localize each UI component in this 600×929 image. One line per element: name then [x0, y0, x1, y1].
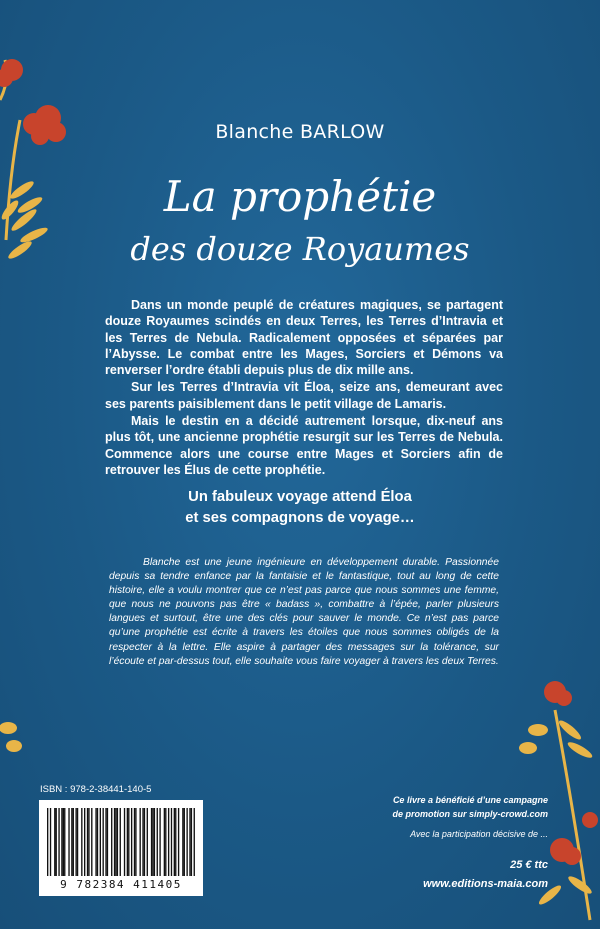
synopsis — [105, 297, 503, 479]
barcode-bar — [81, 808, 82, 876]
barcode-bar — [191, 808, 192, 876]
tagline-line-2: et ses compagnons de voyage… — [185, 510, 415, 526]
barcode-bar — [71, 808, 72, 876]
barcode-bar — [124, 808, 125, 876]
barcode-bar — [142, 808, 143, 876]
barcode-bar — [135, 808, 136, 876]
barcode-bar — [194, 808, 195, 876]
author-biography: Blanche est une jeune ingénieure en développement durable. Passionnée depuis sa tendre enfance par la fantaisie et le fantastique, tout au long de cette histoire, elle a voulu montrer que ce n’est pas parce que nous sommes une femme, que nous ne pouvons pas être « badass », combattre à l’épée, parler plusieurs langues et surtout, être une des clés pour sauver le monde. Ce n’est pas parce qu’une prophétie est écrite à travers les étoiles que nous sommes obligés de la respecter à la lettre. Elle aspire à partager des messages sur la tolérance, sur l’écoute et par-dessus tout, elle souhaite vous faire voyager à travers les deux Terres. — [109, 557, 499, 667]
barcode-bar — [117, 808, 118, 876]
barcode-bar — [144, 808, 145, 876]
barcode-bar — [103, 808, 104, 876]
barcode-bar — [159, 808, 160, 876]
barcode-bar — [64, 808, 65, 876]
book-title-line-2: des douze Royaumes — [130, 230, 470, 268]
tagline-line-1: Un fabuleux voyage attend Éloa — [188, 489, 412, 505]
barcode-bar — [152, 808, 153, 876]
barcode-bar — [115, 808, 116, 876]
synopsis-paragraph: Dans un monde peuplé de créatures magiques, se partagent douze Royaumes scindés en deux Terres, les Terres d’Intravia et les Terres de Nebula. Radicalement opposées et séparées par l’Abysse. Le combat entre les Mages, Sorciers et Démons va renverser l’ordre établi depuis plus de dix mille ans. — [105, 298, 503, 378]
barcode-bar — [54, 808, 55, 876]
barcode-bar — [128, 808, 129, 876]
barcode-bar — [75, 808, 76, 876]
barcode-bar — [63, 808, 64, 876]
barcode-bar — [107, 808, 108, 876]
barcode-bar — [58, 808, 59, 876]
barcode-bar — [147, 808, 148, 876]
barcode-bar — [164, 808, 165, 876]
barcode-digits: 9 782384 411405 — [60, 878, 182, 891]
barcode-bar — [154, 808, 155, 876]
barcode-bar — [84, 808, 85, 876]
barcode-bar — [91, 808, 92, 876]
barcode-bars — [47, 808, 195, 876]
barcode-bar — [189, 808, 190, 876]
barcode-bar — [114, 808, 115, 876]
barcode-bar — [73, 808, 74, 876]
barcode-bar — [61, 808, 62, 876]
barcode-bar — [175, 808, 176, 876]
author-name: Blanche BARLOW — [215, 121, 385, 143]
barcode-bar — [165, 808, 166, 876]
barcode-bar — [127, 808, 128, 876]
barcode-bar — [157, 808, 158, 876]
barcode-bar — [151, 808, 152, 876]
barcode-bar — [77, 808, 78, 876]
barcode-bar — [47, 808, 48, 876]
isbn-barcode — [39, 800, 203, 896]
barcode-bar — [88, 808, 89, 876]
barcode-bar — [140, 808, 141, 876]
barcode-bar — [111, 808, 112, 876]
barcode-bar — [182, 808, 183, 876]
promotion-line-2: de promotion sur simply-crowd.com — [392, 809, 548, 819]
barcode-bar — [171, 808, 172, 876]
barcode-bar — [120, 808, 121, 876]
barcode-bar — [95, 808, 96, 876]
barcode-bar — [168, 808, 169, 876]
publisher-website: www.editions-maia.com — [423, 878, 548, 890]
yellow-buds-left-illustration — [0, 718, 40, 778]
barcode-bar — [186, 808, 187, 876]
promotion-line-1: Ce livre a bénéficié d’une campagne — [392, 795, 548, 805]
book-title-line-1: La prophétie — [163, 172, 437, 221]
synopsis-paragraph: Mais le destin en a décidé autrement lorsque, dix-neuf ans plus tôt, une ancienne prophétie resurgit sur les Terres de Nebula. Commence alors une course entre Mages et Sorciers afin de retrouver les Élus de cette prophétie. — [105, 414, 503, 477]
barcode-bar — [68, 808, 69, 876]
barcode-bar — [184, 808, 185, 876]
barcode-bar — [105, 808, 106, 876]
barcode-bar — [174, 808, 175, 876]
promotion-note — [348, 793, 548, 821]
tagline — [0, 487, 600, 529]
barcode-bar — [87, 808, 88, 876]
isbn-label: ISBN : 978-2-38441-140-5 — [40, 784, 152, 795]
price: 25 € ttc — [510, 859, 548, 871]
barcode-bar — [97, 808, 98, 876]
barcode-bar — [178, 808, 179, 876]
partner-note: Avec la participation décisive de ... — [410, 829, 548, 839]
barcode-bar — [50, 808, 51, 876]
barcode-bar — [56, 808, 57, 876]
barcode-bar — [131, 808, 132, 876]
synopsis-paragraph: Sur les Terres d’Intravia vit Éloa, seize ans, demeurant avec ses parents paisiblement dans le petit village de Lamaris. — [105, 380, 503, 411]
barcode-bar — [100, 808, 101, 876]
barcode-bar — [134, 808, 135, 876]
